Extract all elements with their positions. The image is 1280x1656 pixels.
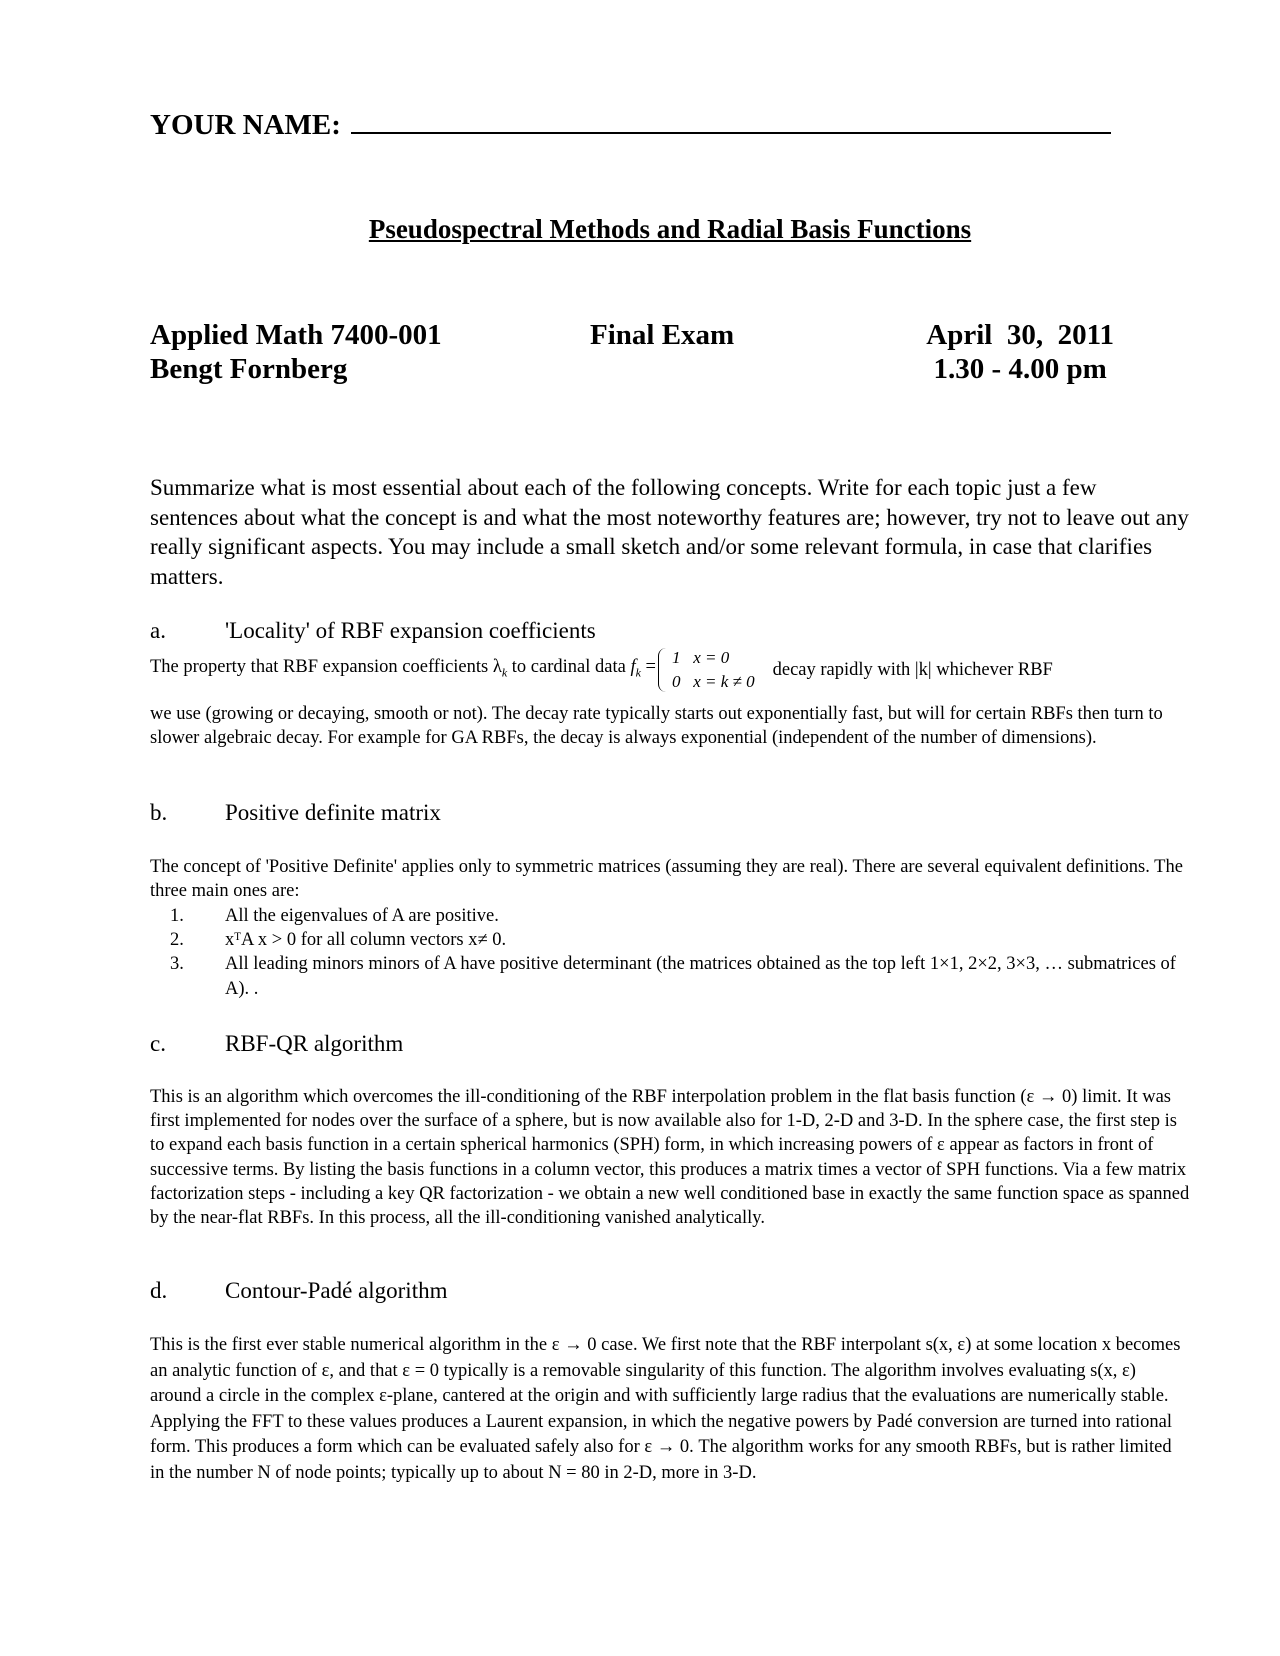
- exam-schedule: [926, 318, 1114, 386]
- section-label: b.: [150, 800, 168, 825]
- course-info: [150, 318, 442, 386]
- answer-lead: The property that RBF expansion coefficients $\lambda_k$ to cardinal data $f_k$ =: [150, 657, 656, 680]
- section-c-answer: This is an algorithm which overcomes the ill-conditioning of the RBF interpolation problem in the flat basis function (ε → 0) limit. It was first implemented for nodes over the surface of a sphere, but is now available also for 1-D, 2-D and 3-D. In the sphere case, the first step is to expand each basis function in a certain spherical harmonics (SPH) form, in which increasing powers of ε appear as factors in front of successive terms. By listing the basis functions in a column vector, this produces a matrix times a vector of SPH functions. Via a few matrix factorization steps - including a key QR factorization - we obtain a new well conditioned base in exactly the same function space as spanned by the near-flat RBFs. In this process, all the ill-conditioning vanished analytically.: [150, 1087, 1190, 1229]
- name-blank-line[interactable]: [351, 108, 1111, 134]
- exam-type: Final Exam: [590, 319, 735, 351]
- list-item: 2. xᵀA x > 0 for all column vectors x≠ 0.: [170, 930, 507, 951]
- section-c-heading: [150, 1031, 403, 1057]
- section-title: Contour-Padé algorithm: [225, 1278, 448, 1303]
- instructions: Summarize what is most essential about each of the following concepts. Write for each topic just a few sentences about what the concept is and what the most noteworthy features are; however, try not to leave out any really significant aspects. You may include a small sketch and/or some relevant formula, in case that clarifies matters.: [150, 475, 1189, 589]
- exam-date: April 30, 2011: [926, 319, 1114, 351]
- section-a-answer: [150, 646, 1190, 750]
- cardinal-data-cases: 1 x = 0 0 x = k ≠ 0: [658, 646, 755, 694]
- list-item: 1. All the eigenvalues of A are positive.: [170, 906, 499, 926]
- section-label: d.: [150, 1278, 168, 1303]
- course-number: Applied Math 7400-001: [150, 319, 442, 351]
- name-label: YOUR NAME:: [150, 109, 341, 141]
- section-b-heading: [150, 800, 441, 826]
- section-d-answer: This is the first ever stable numerical algorithm in the ε → 0 case. We first note that the RBF interpolant s(x, ε) at some location x becomes an analytic function of ε, and that ε = 0 typically is a removable singularity of this function. The algorithm involves evaluating s(x, ε) around a circle in the complex ε-plane, cantered at the origin and with sufficiently large radius that the evaluations are numerically stable. Applying the FFT to these values produces a Laurent expansion, in which the negative powers by Padé conversion are turned into rational form. This produces a form which can be evaluated safely also for ε → 0. The algorithm works for any smooth RBFs, but is rather limited in the number N of node points; typically up to about N = 80 in 2-D, more in 3-D.: [150, 1335, 1181, 1483]
- section-b-answer: The concept of 'Positive Definite' applies only to symmetric matrices (assuming they are real). There are several equivalent definitions. The three main ones are:: [150, 857, 1183, 902]
- section-a-heading: [150, 618, 596, 644]
- list-item: 3. All leading minors minors of A have positive determinant (the matrices obtained as the top left 1×1, 2×2, 3×3, … submatrices of A). .: [170, 954, 1176, 999]
- section-title: Positive definite matrix: [225, 800, 441, 825]
- answer-rest: we use (growing or decaying, smooth or not). The decay rate typically starts out exponentially fast, but will for certain RBFs then turn to slower algebraic decay. For example for GA RBFs, the decay is always exponential (independent of the number of dimensions).: [150, 704, 1163, 749]
- section-d-heading: [150, 1278, 447, 1304]
- name-field: [150, 108, 1111, 142]
- section-title: 'Locality' of RBF expansion coefficients: [225, 618, 596, 643]
- section-title: RBF-QR algorithm: [225, 1031, 404, 1056]
- section-label: a.: [150, 618, 166, 643]
- section-label: c.: [150, 1031, 166, 1056]
- document-title: Pseudospectral Methods and Radial Basis Functions: [368, 214, 972, 244]
- answer-tail: decay rapidly with |k| whichever RBF: [772, 659, 1053, 680]
- definition-list: [150, 904, 1190, 1001]
- instructor-name: Bengt Fornberg: [150, 353, 348, 385]
- exam-time: 1.30 - 4.00 pm: [933, 353, 1107, 385]
